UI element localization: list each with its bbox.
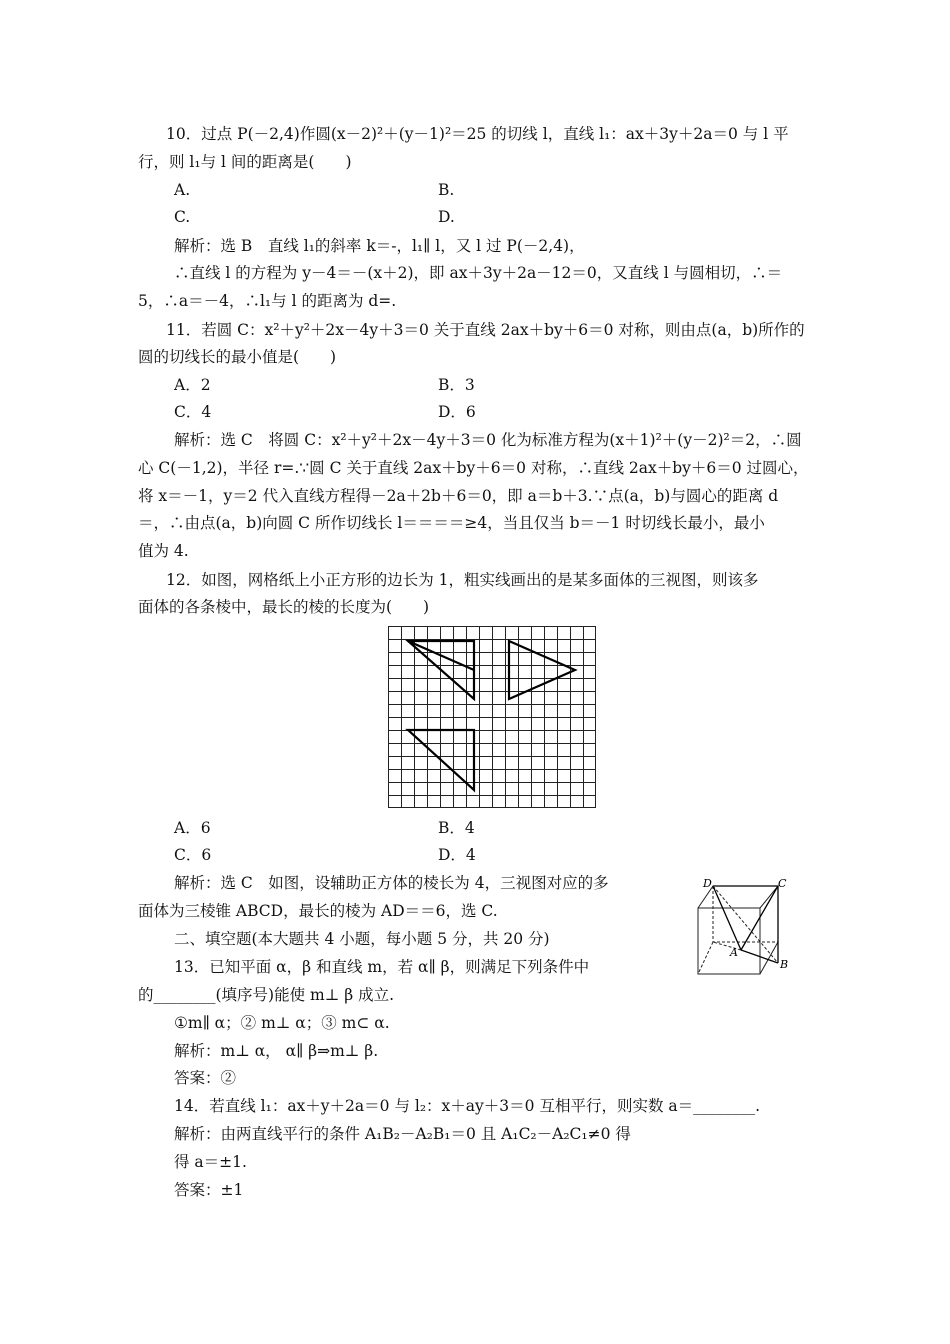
q10-solution-line2: ∴直线 l 的方程为 y－4＝－(x＋2)，即 ax＋3y＋2a－12＝0，又直线 l 与圆相切，∴＝ bbox=[174, 264, 783, 282]
q11-stem-line1: 11．若圆 C：x²＋y²＋2x－4y＋3＝0 关于直线 2ax＋by＋6＝0 对称，则由点(a，b)所作的 bbox=[166, 321, 805, 339]
q10-solution-line1: 解析：选 B 直线 l₁的斜率 k＝-，l₁∥ l，又 l 过 P(－2,4)， bbox=[174, 237, 585, 255]
q10-stem-line1: 10．过点 P(－2,4)作圆(x－2)²＋(y－1)²＝25 的切线 l，直线 l₁：ax＋3y＋2a＝0 与 l 平 bbox=[166, 125, 789, 143]
q11-option-b: B．3 bbox=[438, 376, 475, 394]
q12-option-a: A．6 bbox=[174, 819, 211, 837]
q12-stem-line1: 12．如图，网格纸上小正方形的边长为 1，粗实线画出的是某多面体的三视图，则该多 bbox=[166, 571, 759, 589]
cube-visible-edges bbox=[698, 886, 778, 974]
q11-option-a: A．2 bbox=[174, 376, 211, 394]
cube-label-c: C bbox=[778, 877, 787, 890]
q13-solution: 解析：m⊥ α， α∥ β⇒m⊥ β. bbox=[174, 1042, 379, 1060]
section-heading-fill-in: 二、填空题(本大题共 4 小题，每小题 5 分，共 20 分) bbox=[174, 930, 550, 948]
q10-stem-line2: 行，则 l₁与 l 间的距离是( ) bbox=[138, 153, 352, 171]
cube-label-b: B bbox=[780, 958, 789, 971]
q11-solution-line5: 值为 4. bbox=[138, 542, 189, 560]
three-view-grid-figure bbox=[388, 626, 596, 808]
q11-solution-line4: ＝，∴由点(a，b)向圆 C 所作切线长 l＝＝＝＝≥4，当且仅当 b＝－1 时切线长最小，最小 bbox=[138, 514, 765, 532]
q11-solution-line3: 将 x＝－1，y＝2 代入直线方程得－2a＋2b＋6＝0，即 a＝b＋3.∵点(a，b)与圆心的距离 d bbox=[138, 487, 779, 505]
q12-stem-line2: 面体的各条棱中，最长的棱的长度为( ) bbox=[138, 598, 430, 616]
cube-front-face bbox=[698, 908, 760, 974]
cube-label-d: D bbox=[703, 877, 712, 890]
q12-option-c: C．6 bbox=[174, 846, 212, 864]
q12-solution-line1: 解析：选 C 如图，设辅助正方体的棱长为 4，三视图对应的多 bbox=[174, 874, 609, 892]
q10-option-d: D. bbox=[438, 208, 455, 226]
grid-lines bbox=[389, 627, 596, 808]
q13-answer: 答案：② bbox=[174, 1069, 237, 1087]
q14-answer: 答案：±1 bbox=[174, 1181, 244, 1199]
q14-solution-line1: 解析：由两直线平行的条件 A₁B₂－A₂B₁＝0 且 A₁C₂－A₂C₁≠0 得 bbox=[174, 1125, 631, 1143]
q13-stem-line1: 13．已知平面 α，β 和直线 m，若 α∥ β，则满足下列条件中 bbox=[174, 958, 590, 976]
q10-solution-line3: 5，∴a＝－4，∴l₁与 l 的距离为 d=. bbox=[138, 292, 397, 310]
q11-solution-line2: 心 C(－1,2)，半径 r=.∵圆 C 关于直线 2ax＋by＋6＝0 对称，∴直线 2ax＋by＋6＝0 过圆心， bbox=[138, 459, 809, 477]
q12-option-b: B．4 bbox=[438, 819, 475, 837]
q10-option-c: C. bbox=[174, 208, 191, 226]
q11-stem-line2: 圆的切线长的最小值是( ) bbox=[138, 348, 337, 366]
q13-conditions: ①m∥ α；② m⊥ α；③ m⊂ α. bbox=[174, 1014, 390, 1032]
q10-option-b: B. bbox=[438, 181, 455, 199]
q12-option-d: D．4 bbox=[438, 846, 476, 864]
auxiliary-cube-figure bbox=[696, 876, 796, 976]
q13-stem-line2: 的________(填序号)能使 m⊥ β 成立. bbox=[138, 986, 395, 1004]
q14-solution-line2: 得 a＝±1. bbox=[174, 1153, 247, 1171]
q11-option-c: C．4 bbox=[174, 403, 212, 421]
q14-stem: 14．若直线 l₁：ax＋y＋2a＝0 与 l₂：x＋ay＋3＝0 互相平行，则实数 a＝________. bbox=[174, 1097, 761, 1115]
q12-solution-line2: 面体为三棱锥 ABCD，最长的棱为 AD＝＝6，选 C. bbox=[138, 902, 498, 920]
q11-solution-line1: 解析：选 C 将圆 C：x²＋y²＋2x－4y＋3＝0 化为标准方程为(x＋1)²＋(y－2)²＝2，∴圆 bbox=[174, 431, 802, 449]
q10-option-a: A. bbox=[174, 181, 191, 199]
q11-option-d: D．6 bbox=[438, 403, 476, 421]
cube-label-a: A bbox=[730, 946, 738, 959]
cube-hidden-edges bbox=[698, 886, 778, 974]
